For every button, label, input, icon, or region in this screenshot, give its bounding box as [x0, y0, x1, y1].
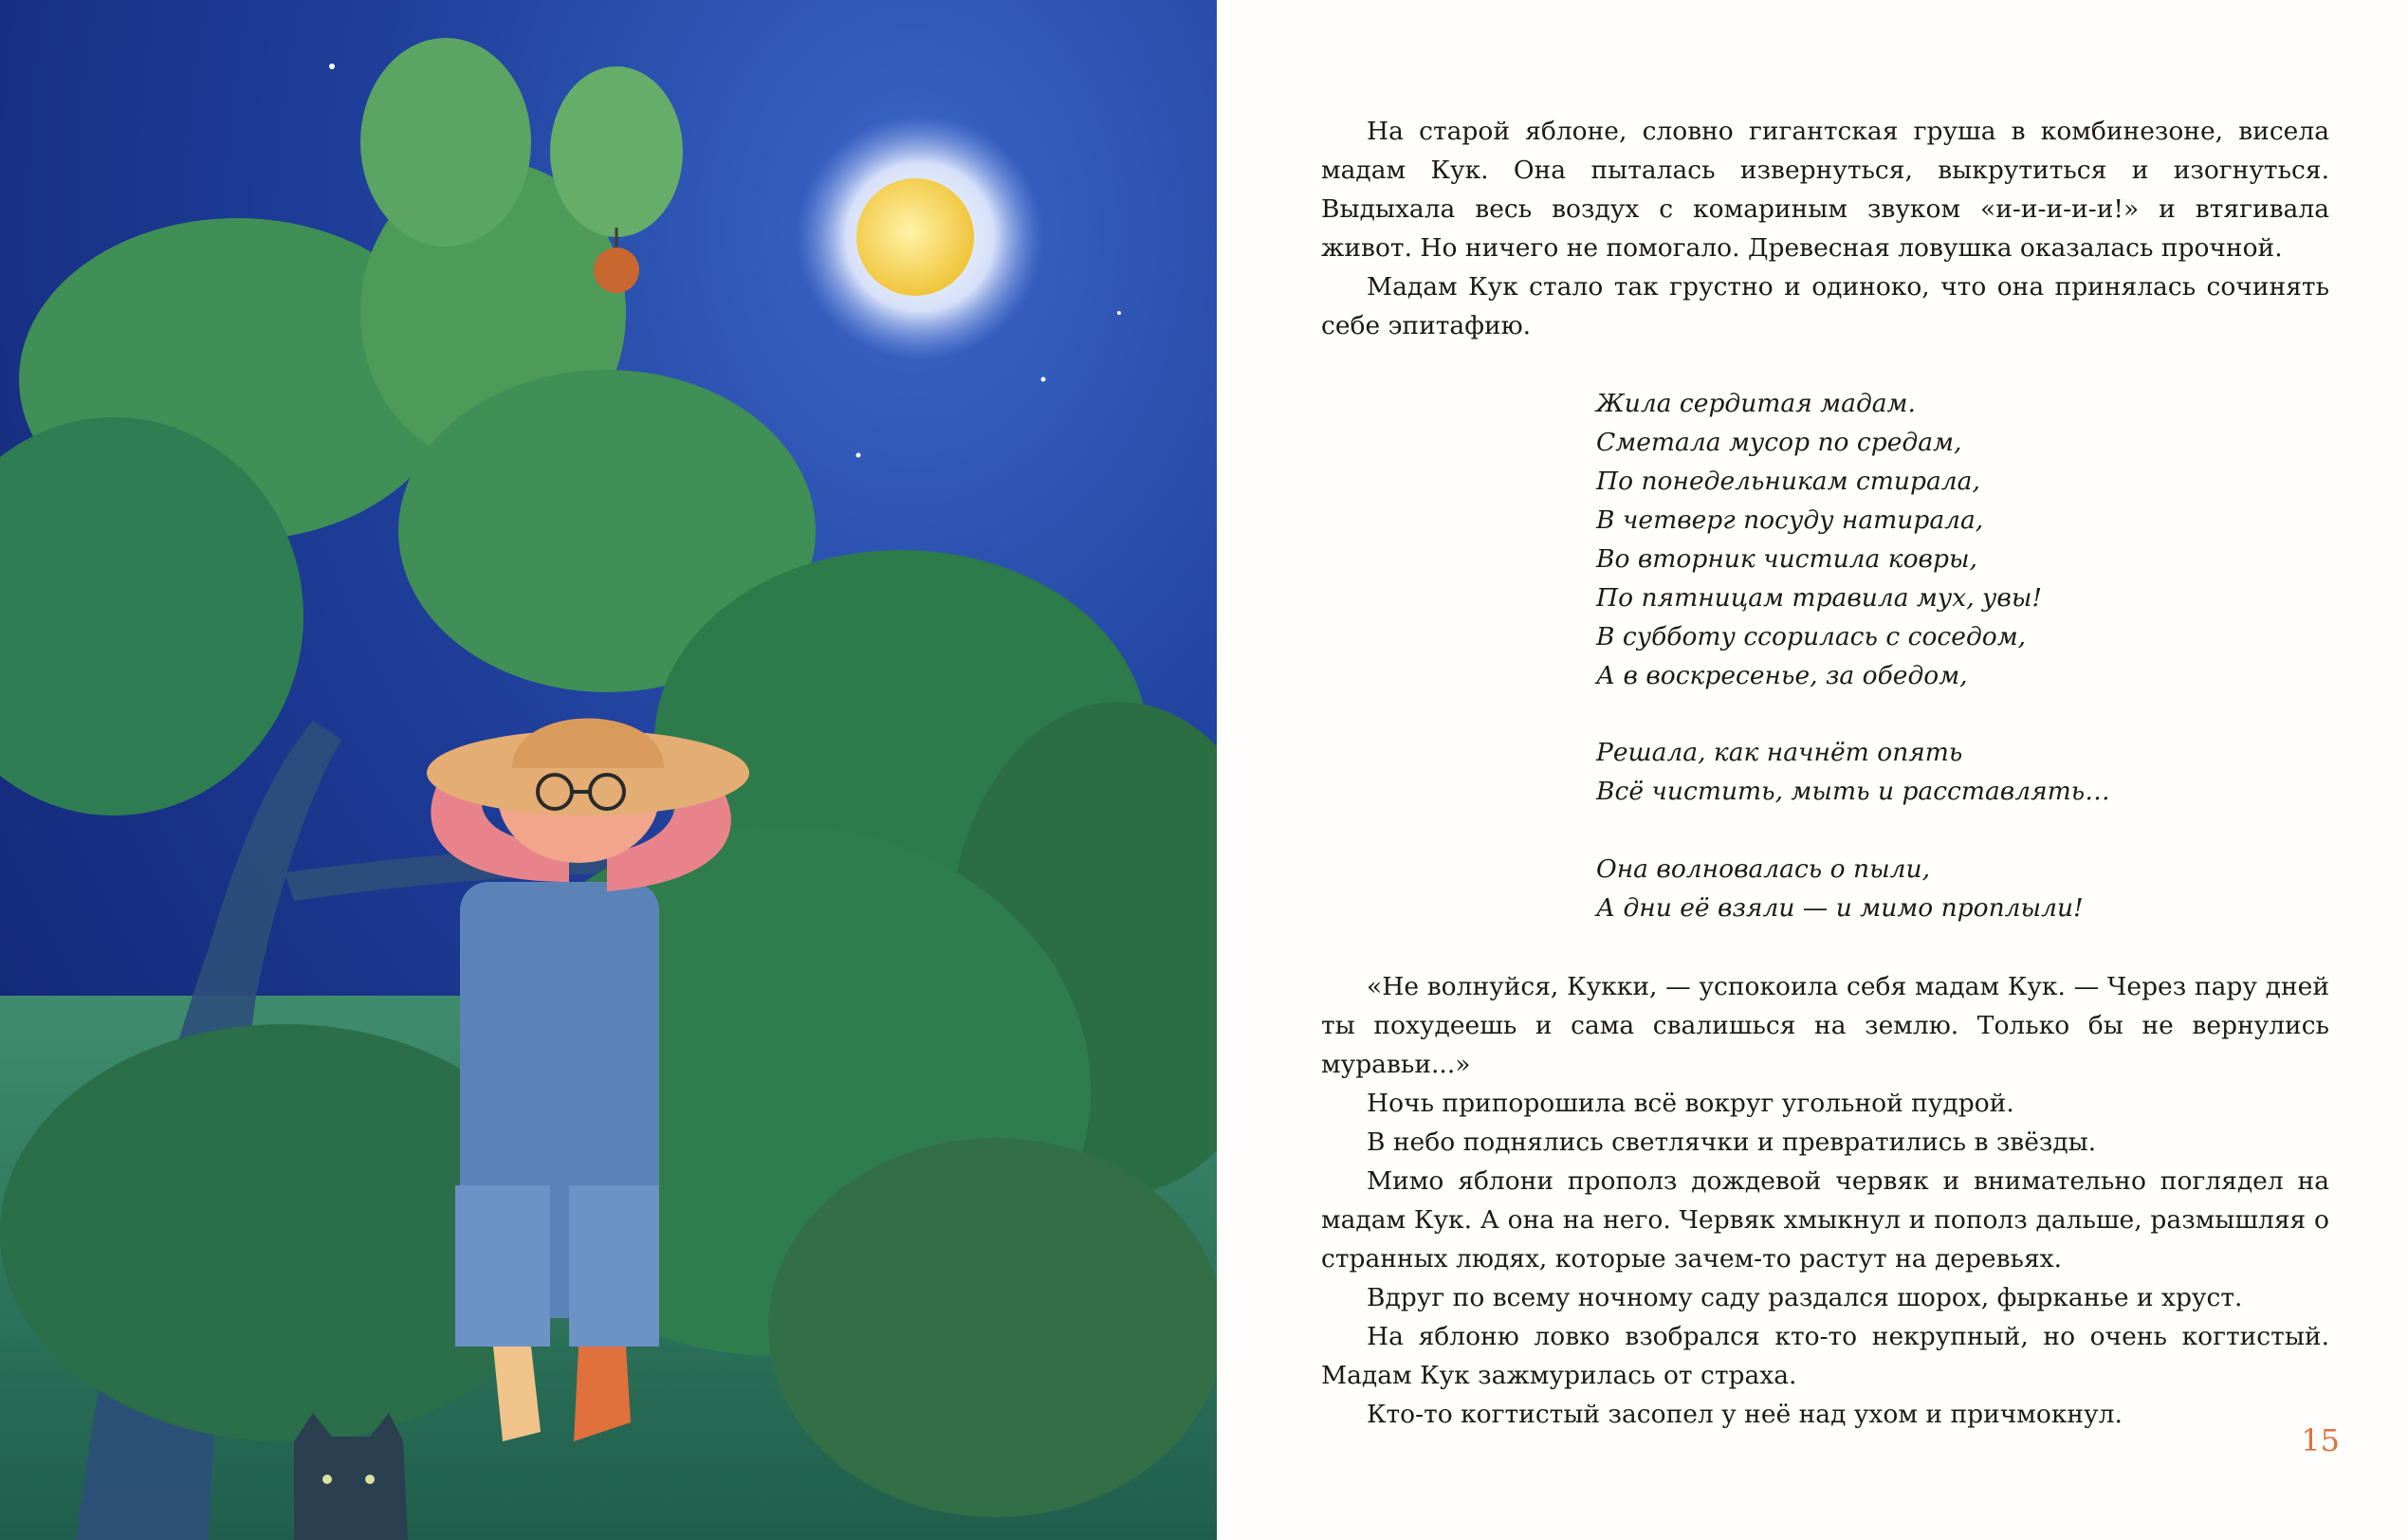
poem-stanza-3 [1596, 850, 2203, 927]
left-leg [455, 1185, 550, 1347]
paragraph: «Не волнуйся, Кукки, — успокоила себя мадам Кук. — Через пару дней ты похудеешь и сама свалишься на землю. Только бы не вернулись муравьи...» [1321, 972, 2329, 1079]
poem-line: По пятницам травила мух, увы! [1596, 583, 2043, 613]
page-number: 15 [2301, 1422, 2340, 1458]
prose-bottom [1321, 967, 2329, 1434]
poem-stanza-2 [1596, 733, 2203, 811]
paragraph: Ночь припорошила всё вокруг угольной пудрой. [1367, 1089, 2014, 1118]
poem-line: А дни её взяли — и мимо проплыли! [1596, 893, 2084, 923]
paragraph: Кто-то когтистый засопел у неё над ухом и причмокнул. [1367, 1400, 2123, 1429]
poem-line: Сметала мусор по средам, [1596, 428, 1962, 457]
text-page [1217, 0, 2408, 1540]
poem-line: В четверг посуду натирала, [1596, 505, 1984, 535]
prose-top [1321, 112, 2329, 345]
poem-line: Она волновалась о пыли, [1596, 854, 1931, 884]
poem-line: В субботу ссорилась с соседом, [1596, 622, 2027, 651]
paragraph: Вдруг по всему ночному саду раздался шорох, фырканье и хруст. [1367, 1283, 2243, 1312]
poem-line: Во вторник чистила ковры, [1596, 544, 1977, 574]
moon [856, 178, 974, 296]
paragraph: Мимо яблони прополз дождевой червяк и внимательно поглядел на мадам Кук. А она на него. Червяк хмыкнул и пополз дальше, размышляя о странных людях, которые зачем-то растут на деревьях. [1321, 1166, 2329, 1274]
paragraph: Мадам Кук стало так грустно и одиноко, что она принялась сочинять себе эпитафию. [1321, 272, 2329, 340]
paragraph: На старой яблоне, словно гигантская груша в комбинезоне, висела мадам Кук. Она пыталась извернуться, выкрутиться и изогнуться. Выдыхала весь воздух с комариным звуком «и-и-и-и-и!» и втягивала живот. Но ничего не помогало. Древесная ловушка оказалась прочной. [1321, 117, 2329, 263]
poem-stanza-1 [1596, 384, 2203, 695]
poem-line: Жила сердитая мадам. [1596, 389, 1916, 418]
poem-line: Решала, как начнёт опять [1596, 738, 1963, 767]
poem-line: А в воскресенье, за обедом, [1596, 661, 1968, 690]
paragraph: На яблоню ловко взобрался кто-то некрупный, но очень когтистый. Мадам Кук зажмурилась от страха. [1321, 1322, 2329, 1390]
right-leg [569, 1185, 659, 1347]
poem-line: Всё чистить, мыть и расставлять… [1596, 777, 2110, 806]
poem-line: По понедельникам стирала, [1596, 467, 1980, 496]
paragraph: В небо поднялись светлячки и превратились в звёзды. [1367, 1128, 2097, 1157]
